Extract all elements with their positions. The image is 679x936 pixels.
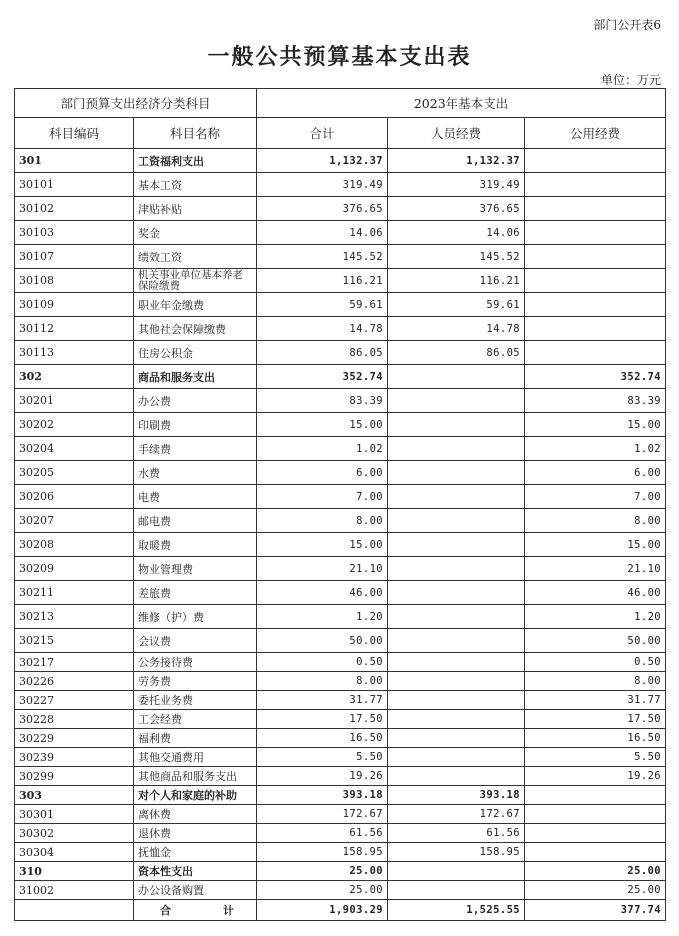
code-cell: 30102 <box>15 197 134 221</box>
total-cell: 1.20 <box>257 605 388 629</box>
code-cell: 30113 <box>15 341 134 365</box>
personnel-cell <box>388 672 525 691</box>
table-row <box>15 805 666 824</box>
table-row <box>15 389 666 413</box>
personnel-total-cell: 1,525.55 <box>388 900 525 921</box>
table-row <box>15 485 666 509</box>
total-row-code <box>15 900 134 921</box>
code-cell: 30208 <box>15 533 134 557</box>
name-cell: 取暖费 <box>134 533 257 557</box>
total-cell: 25.00 <box>257 881 388 900</box>
name-cell: 邮电费 <box>134 509 257 533</box>
public-cell <box>525 173 666 197</box>
table-row <box>15 557 666 581</box>
code-cell: 30112 <box>15 317 134 341</box>
public-cell: 21.10 <box>525 557 666 581</box>
table-row <box>15 748 666 767</box>
personnel-cell: 376.65 <box>388 197 525 221</box>
total-cell: 145.52 <box>257 245 388 269</box>
name-cell: 津贴补贴 <box>134 197 257 221</box>
public-cell <box>525 824 666 843</box>
table-row <box>15 672 666 691</box>
code-cell: 30217 <box>15 653 134 672</box>
unit-label: 单位：万元 <box>600 73 661 87</box>
total-cell: 31.77 <box>257 691 388 710</box>
public-cell <box>525 269 666 293</box>
total-cell: 14.06 <box>257 221 388 245</box>
code-cell: 30206 <box>15 485 134 509</box>
page-title: 一般公共预算基本支出表 <box>207 45 472 70</box>
total-cell: 5.50 <box>257 748 388 767</box>
code-cell: 30213 <box>15 605 134 629</box>
table-row <box>15 767 666 786</box>
total-cell: 319.49 <box>257 173 388 197</box>
code-cell: 30211 <box>15 581 134 605</box>
personnel-cell: 1,132.37 <box>388 149 525 173</box>
public-cell: 15.00 <box>525 533 666 557</box>
code-cell: 30107 <box>15 245 134 269</box>
name-cell: 职业年金缴费 <box>134 293 257 317</box>
total-cell: 19.26 <box>257 767 388 786</box>
budget-table <box>14 88 666 921</box>
category-group-row <box>15 862 666 881</box>
table-row <box>15 629 666 653</box>
public-column-header: 公用经费 <box>525 118 666 149</box>
personnel-cell <box>388 461 525 485</box>
total-cell: 16.50 <box>257 729 388 748</box>
name-cell: 办公费 <box>134 389 257 413</box>
table-row <box>15 197 666 221</box>
name-cell: 机关事业单位基本养老保险缴费 <box>134 269 257 293</box>
total-cell: 83.39 <box>257 389 388 413</box>
personnel-cell: 14.06 <box>388 221 525 245</box>
name-cell: 印刷费 <box>134 413 257 437</box>
personnel-cell <box>388 485 525 509</box>
code-cell: 30215 <box>15 629 134 653</box>
name-cell: 劳务费 <box>134 672 257 691</box>
total-cell: 59.61 <box>257 293 388 317</box>
table-row <box>15 293 666 317</box>
code-cell: 30101 <box>15 173 134 197</box>
category-group-header: 部门预算支出经济分类科目 <box>15 89 257 118</box>
name-cell: 差旅费 <box>134 581 257 605</box>
code-column-header: 科目编码 <box>15 118 134 149</box>
table-row <box>15 245 666 269</box>
name-cell: 福利费 <box>134 729 257 748</box>
name-cell: 绩效工资 <box>134 245 257 269</box>
total-cell: 1,132.37 <box>257 149 388 173</box>
total-label-right: 计 <box>223 904 235 917</box>
code-cell: 30202 <box>15 413 134 437</box>
personnel-cell <box>388 533 525 557</box>
public-cell: 1.02 <box>525 437 666 461</box>
personnel-cell <box>388 862 525 881</box>
name-cell: 委托业务费 <box>134 691 257 710</box>
header-row-columns <box>15 118 666 149</box>
personnel-cell <box>388 509 525 533</box>
public-cell: 15.00 <box>525 413 666 437</box>
total-cell: 172.67 <box>257 805 388 824</box>
name-cell: 奖金 <box>134 221 257 245</box>
code-cell: 30302 <box>15 824 134 843</box>
name-cell: 离休费 <box>134 805 257 824</box>
personnel-cell: 59.61 <box>388 293 525 317</box>
public-cell: 25.00 <box>525 881 666 900</box>
public-cell <box>525 197 666 221</box>
code-cell: 303 <box>15 786 134 805</box>
personnel-cell: 393.18 <box>388 786 525 805</box>
total-row-label <box>134 900 257 921</box>
code-cell: 310 <box>15 862 134 881</box>
name-cell: 办公设备购置 <box>134 881 257 900</box>
personnel-cell <box>388 691 525 710</box>
code-cell: 30205 <box>15 461 134 485</box>
personnel-cell: 172.67 <box>388 805 525 824</box>
personnel-cell <box>388 365 525 389</box>
table-row <box>15 461 666 485</box>
code-cell: 30109 <box>15 293 134 317</box>
public-cell <box>525 843 666 862</box>
public-cell <box>525 317 666 341</box>
budget-group-header: 2023年基本支出 <box>257 89 666 118</box>
name-cell: 维修（护）费 <box>134 605 257 629</box>
name-cell: 对个人和家庭的补助 <box>134 786 257 805</box>
public-total-cell: 377.74 <box>525 900 666 921</box>
personnel-cell <box>388 729 525 748</box>
table-row <box>15 533 666 557</box>
public-cell <box>525 293 666 317</box>
public-cell: 8.00 <box>525 672 666 691</box>
total-cell: 8.00 <box>257 509 388 533</box>
table-row <box>15 269 666 293</box>
code-cell: 30227 <box>15 691 134 710</box>
code-cell: 30103 <box>15 221 134 245</box>
personnel-cell: 145.52 <box>388 245 525 269</box>
name-cell: 其他社会保障缴费 <box>134 317 257 341</box>
public-cell: 17.50 <box>525 710 666 729</box>
table-row <box>15 341 666 365</box>
public-cell <box>525 245 666 269</box>
public-cell: 352.74 <box>525 365 666 389</box>
total-cell: 14.78 <box>257 317 388 341</box>
table-row <box>15 221 666 245</box>
header-row-groups <box>15 89 666 118</box>
personnel-cell <box>388 881 525 900</box>
code-cell: 30204 <box>15 437 134 461</box>
table-row <box>15 843 666 862</box>
personnel-cell <box>388 389 525 413</box>
name-cell: 基本工资 <box>134 173 257 197</box>
total-cell: 25.00 <box>257 862 388 881</box>
table-row <box>15 581 666 605</box>
total-cell: 15.00 <box>257 533 388 557</box>
public-cell: 5.50 <box>525 748 666 767</box>
name-cell: 手续费 <box>134 437 257 461</box>
public-cell <box>525 805 666 824</box>
table-row <box>15 691 666 710</box>
personnel-cell <box>388 748 525 767</box>
personnel-cell <box>388 605 525 629</box>
public-cell: 8.00 <box>525 509 666 533</box>
code-cell: 301 <box>15 149 134 173</box>
table-row <box>15 710 666 729</box>
table-row <box>15 413 666 437</box>
total-cell: 86.05 <box>257 341 388 365</box>
code-cell: 30299 <box>15 767 134 786</box>
code-cell: 30207 <box>15 509 134 533</box>
personnel-cell: 158.95 <box>388 843 525 862</box>
public-cell: 7.00 <box>525 485 666 509</box>
public-cell: 0.50 <box>525 653 666 672</box>
category-group-row <box>15 365 666 389</box>
name-cell: 其他交通费用 <box>134 748 257 767</box>
table-row <box>15 824 666 843</box>
total-cell: 7.00 <box>257 485 388 509</box>
public-cell: 50.00 <box>525 629 666 653</box>
personnel-cell: 14.78 <box>388 317 525 341</box>
public-cell: 31.77 <box>525 691 666 710</box>
name-cell: 抚恤金 <box>134 843 257 862</box>
name-cell: 其他商品和服务支出 <box>134 767 257 786</box>
personnel-cell: 116.21 <box>388 269 525 293</box>
personnel-cell: 61.56 <box>388 824 525 843</box>
total-cell: 376.65 <box>257 197 388 221</box>
total-cell: 50.00 <box>257 629 388 653</box>
code-cell: 30201 <box>15 389 134 413</box>
total-cell: 6.00 <box>257 461 388 485</box>
code-cell: 30228 <box>15 710 134 729</box>
total-cell: 21.10 <box>257 557 388 581</box>
total-cell: 116.21 <box>257 269 388 293</box>
code-cell: 30229 <box>15 729 134 748</box>
public-cell <box>525 221 666 245</box>
name-cell: 会议费 <box>134 629 257 653</box>
code-cell: 30226 <box>15 672 134 691</box>
code-cell: 30108 <box>15 269 134 293</box>
total-row <box>15 900 666 921</box>
total-cell: 15.00 <box>257 413 388 437</box>
code-cell: 30239 <box>15 748 134 767</box>
table-body <box>15 149 666 900</box>
table-row <box>15 729 666 748</box>
personnel-cell <box>388 710 525 729</box>
table-row <box>15 173 666 197</box>
total-cell: 0.50 <box>257 653 388 672</box>
table-row <box>15 605 666 629</box>
personnel-column-header: 人员经费 <box>388 118 525 149</box>
code-cell: 302 <box>15 365 134 389</box>
public-cell <box>525 786 666 805</box>
name-cell: 电费 <box>134 485 257 509</box>
public-cell: 46.00 <box>525 581 666 605</box>
total-cell: 61.56 <box>257 824 388 843</box>
name-cell: 商品和服务支出 <box>134 365 257 389</box>
public-cell: 1.20 <box>525 605 666 629</box>
public-cell: 16.50 <box>525 729 666 748</box>
personnel-cell <box>388 557 525 581</box>
personnel-cell <box>388 413 525 437</box>
personnel-cell <box>388 581 525 605</box>
total-cell: 352.74 <box>257 365 388 389</box>
public-cell: 83.39 <box>525 389 666 413</box>
public-cell <box>525 341 666 365</box>
public-cell: 19.26 <box>525 767 666 786</box>
table-row <box>15 437 666 461</box>
name-cell: 工资福利支出 <box>134 149 257 173</box>
table-row <box>15 317 666 341</box>
document-number-label: 部门公开表6 <box>593 18 661 32</box>
total-cell: 1.02 <box>257 437 388 461</box>
grand-total-cell: 1,903.29 <box>257 900 388 921</box>
total-column-header: 合计 <box>257 118 388 149</box>
total-cell: 8.00 <box>257 672 388 691</box>
personnel-cell: 319.49 <box>388 173 525 197</box>
name-column-header: 科目名称 <box>134 118 257 149</box>
table-row <box>15 653 666 672</box>
table-row <box>15 509 666 533</box>
code-cell: 30301 <box>15 805 134 824</box>
public-cell: 6.00 <box>525 461 666 485</box>
public-cell <box>525 149 666 173</box>
total-label-left: 合 <box>160 904 171 917</box>
total-cell: 393.18 <box>257 786 388 805</box>
personnel-cell: 86.05 <box>388 341 525 365</box>
total-cell: 158.95 <box>257 843 388 862</box>
personnel-cell <box>388 629 525 653</box>
name-cell: 工会经费 <box>134 710 257 729</box>
category-group-row <box>15 149 666 173</box>
code-cell: 31002 <box>15 881 134 900</box>
name-cell: 水费 <box>134 461 257 485</box>
name-cell: 退休费 <box>134 824 257 843</box>
code-cell: 30209 <box>15 557 134 581</box>
table-row <box>15 881 666 900</box>
name-cell: 公务接待费 <box>134 653 257 672</box>
total-cell: 46.00 <box>257 581 388 605</box>
total-cell: 17.50 <box>257 710 388 729</box>
name-cell: 住房公积金 <box>134 341 257 365</box>
personnel-cell <box>388 437 525 461</box>
personnel-cell <box>388 653 525 672</box>
category-group-row <box>15 786 666 805</box>
name-cell: 资本性支出 <box>134 862 257 881</box>
public-cell: 25.00 <box>525 862 666 881</box>
personnel-cell <box>388 767 525 786</box>
code-cell: 30304 <box>15 843 134 862</box>
name-cell: 物业管理费 <box>134 557 257 581</box>
